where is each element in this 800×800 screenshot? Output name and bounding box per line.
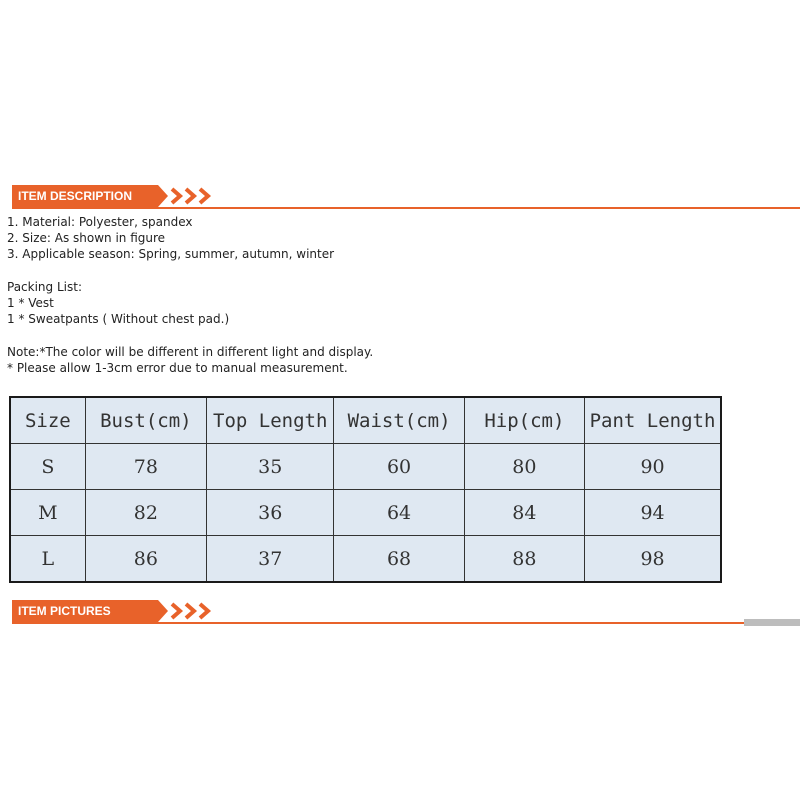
table-cell: 88 — [464, 536, 584, 583]
notes — [7, 344, 373, 376]
table-cell: 86 — [85, 536, 206, 583]
table-cell: 78 — [85, 444, 206, 490]
packing-list — [7, 279, 229, 327]
table-cell: 68 — [334, 536, 464, 583]
table-cell: 60 — [334, 444, 464, 490]
table-cell: 36 — [207, 490, 334, 536]
note-line: Note:*The color will be different in different light and display. — [7, 345, 374, 359]
image-edge-divider — [744, 619, 800, 626]
chevrons-icon — [170, 185, 218, 207]
table-cell: S — [10, 444, 85, 490]
table-cell: 84 — [464, 490, 584, 536]
table-cell: 94 — [585, 490, 721, 536]
table-header-cell: Hip(cm) — [464, 397, 584, 444]
table-header-cell: Size — [10, 397, 85, 444]
packing-list-item: 1 * Sweatpants ( Without chest pad.) — [7, 312, 230, 326]
item-pictures-banner — [12, 600, 207, 624]
description-line: 1. Material: Polyester, spandex — [7, 215, 193, 229]
table-header-cell: Pant Length — [585, 397, 721, 444]
table-cell: 82 — [85, 490, 206, 536]
description-line: 3. Applicable season: Spring, summer, autumn, winter — [7, 247, 335, 261]
table-cell: 37 — [207, 536, 334, 583]
table-cell: 90 — [585, 444, 721, 490]
item-description-title: ITEM DESCRIPTION — [12, 185, 158, 207]
table-header-cell: Top Length — [207, 397, 334, 444]
table-header-cell: Waist(cm) — [334, 397, 464, 444]
description-line: 2. Size: As shown in figure — [7, 231, 166, 245]
chevrons-icon — [170, 600, 218, 622]
table-cell: M — [10, 490, 85, 536]
table-row — [10, 490, 721, 536]
table-header-row — [10, 397, 721, 444]
note-line: * Please allow 1-3cm error due to manual measurement. — [7, 361, 348, 375]
table-row — [10, 536, 721, 583]
packing-list-heading: Packing List: — [7, 280, 82, 294]
table-cell: 98 — [585, 536, 721, 583]
size-chart-table — [9, 396, 722, 583]
item-pictures-title: ITEM PICTURES — [12, 600, 158, 622]
table-row — [10, 444, 721, 490]
section-divider — [12, 622, 744, 624]
table-header-cell: Bust(cm) — [85, 397, 206, 444]
section-divider — [12, 207, 800, 209]
packing-list-item: 1 * Vest — [7, 296, 54, 310]
item-description-list — [7, 214, 334, 262]
table-cell: 64 — [334, 490, 464, 536]
table-cell: 35 — [207, 444, 334, 490]
item-description-banner — [12, 185, 207, 209]
table-cell: 80 — [464, 444, 584, 490]
table-cell: L — [10, 536, 85, 583]
